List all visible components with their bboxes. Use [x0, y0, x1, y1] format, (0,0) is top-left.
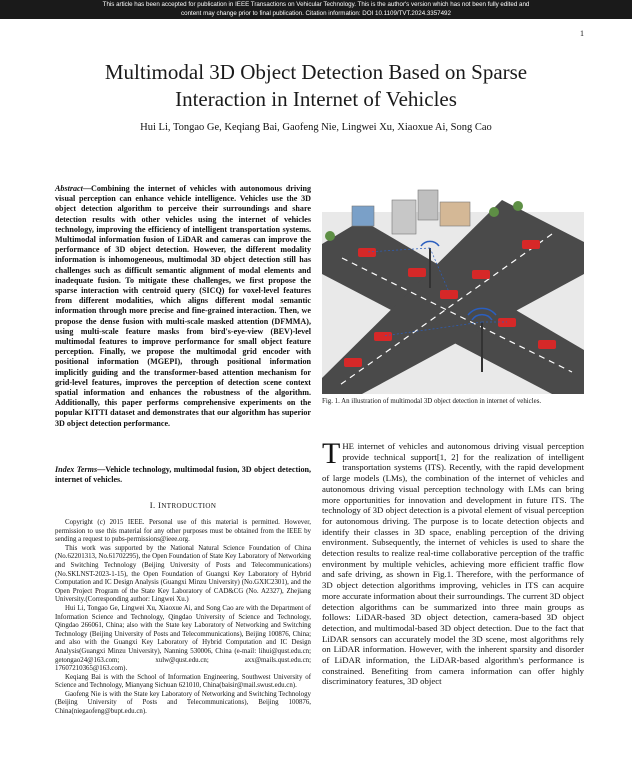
introduction-paragraph — [322, 437, 584, 687]
figure-1-illustration — [322, 182, 584, 394]
section-heading — [55, 500, 311, 510]
banner-line-1: This article has been accepted for publication in IEEE Transactions on Vehicular Technology. This is the author's version which has not been fully edited and — [102, 1, 530, 8]
footnotes — [55, 519, 311, 717]
abstract-label: Abstract — [55, 184, 83, 193]
vehicle — [498, 318, 516, 327]
footnote-affiliation: Hui Li, Tongao Ge, Lingwei Xu, Xiaoxue Ai, and Song Cao are with the Department of Information Science and Technology, Qingdao University of Science and Technology, Qingdao 266061, China; also with the State key Laboratory of Networking and Switching Technology (Beijing University of Posts and Telecommunications), Beijing 100876, China; and also with the Guangxi Key Laboratory of Hybrid Computation and IC Design Analysis(Guangxi Minzu University), Nanning 530006, China (e-mail: lihui@qust.edu.cn; getongao24@163.com; xulw@qust.edu.cn; axx@mails.qust.edu.cn; 17607210365@163.com). — [55, 604, 311, 673]
author-list: Hui Li, Tongao Ge, Keqiang Bai, Gaofeng Nie, Lingwei Xu, Xiaoxue Ai, Song Cao — [140, 122, 492, 133]
index-terms-label: Index Terms — [55, 465, 98, 474]
tree — [325, 231, 335, 241]
footnote-affiliation: Keqiang Bai is with the School of Information Engineering, Southwest University of Science and Technology, Mianyang Sichuan 621010, China(baisir@mail.swust.edu.cn). — [55, 673, 311, 690]
abstract-text: —Combining the internet of vehicles with autonomous driving visual perception can enhance vehicle intelligence. Vehicles use the 3D object detection algorithm to perceive their surroundings and share detection results with other vehicles using the internet of vehicles technology, improving the efficiency of intelligent transportation systems. Multimodal information fusion of LiDAR and cameras can improve the performance of 3D object detection. However, the different modality information is inhomogeneous, multimodal 3D object detection still has challenges such as difficult semantic alignment of modal elements and inadequate fusion. To mitigate these challenges, we first propose the sparse interaction with centroid query (SICQ) for voxel-level features from different modalities, which aligns different modal semantic information through more precise and fine-grained interaction. Then, we propose the dense fusion with multi-scale masked attention (DFMMA), using multi-scale feature masks from bird's-eye-view (BEV)-level multimodal features to improve performance for small object feature perception. Finally, we propose the multimodal grid encoder with positional information (MGEPI), through positional information implicitly guiding and the transformer-based attention mechanism for grid-level features, improves the perception of detection scene context spatial information and enhances the robustness of the algorithm. Additionally, this paper performs comprehensive experiments on the popular KITTI dataset and demonstrates that our algorithm has superior 3D object detection performance. — [55, 184, 311, 428]
building — [352, 206, 374, 226]
tree — [489, 207, 499, 217]
paragraph-text: internet of vehicles and autonomous driving visual perception provide technical support[1, 2] for the realization of intelligent transportation systems (ITS). Recently, with the rapid development of large models (LMs), the combination of the internet of vehicles and autonomous driving visual perception technology with LMs can bring more opportunities for innovation and development in future ITS. The technology of 3D object detection is a pivotal element of visual perception for autonomous driving. The purpose is to locate detection objects and identify their classes in 3D space, enabling perception of the driving environment. Subsequently, the internet of vehicles is used to share the detection results to realize real-time collaborative perception of the traffic environment by multiple vehicles, achieving more efficient traffic flow and safe driving, as shown in Fig.1. Therefore, with the performance of 3D object detection algorithms improving, vehicles in ITS can acquire more accurate information about their surroundings. The current 3D object detection algorithms can be summarized into three main groups as follows: LiDAR-based 3D object detection, camera-based 3D object detection, and multimodal-based 3D object detection. Due to the fact that LiDAR sensors can accurately model the 3D scene, most algorithms rely on LiDAR information. However, with the inherent sparsity and disorder of LiDAR information, the LiDAR-based algorithm's performance is constrained. Benefiting from camera information can offer highly discriminatory features, 3D object — [322, 441, 584, 687]
title-line-2: Interaction in Internet of Vehicles — [175, 87, 457, 111]
figure-caption: Fig. 1. An illustration of multimodal 3D object detection in internet of vehicles. — [322, 398, 542, 405]
abstract — [55, 184, 311, 429]
publication-banner — [0, 0, 632, 19]
vehicle — [358, 248, 376, 257]
title-line-1: Multimodal 3D Object Detection Based on Sparse — [104, 60, 528, 84]
section-numeral: I. I — [149, 500, 162, 510]
page-number: 1 — [580, 29, 584, 38]
vehicle — [538, 340, 556, 349]
vehicle — [522, 240, 540, 249]
footnote-copyright: Copyright (c) 2015 IEEE. Personal use of this material is permitted. However, permission to use this material for any other purposes must be obtained from the IEEE by sending a request to pubs-permissions@ieee.org. — [55, 519, 311, 544]
index-terms-text: —Vehicle technology, multimodal fusion, 3D object detection, internet of vehicles. — [55, 465, 312, 485]
building — [418, 190, 438, 220]
banner-line-2: content may change prior to final publication. Citation information: DOI 10.1109/TVT.2024.3357492 — [181, 9, 451, 17]
footnote-affiliation: Gaofeng Nie is with the State key Laboratory of Networking and Switching Technology (Beijing University of Posts and Telecommunications), Beijing 100876, China(niegaofeng@bupt.edu.cn). — [55, 690, 311, 716]
vehicle — [344, 358, 362, 367]
vehicle — [472, 270, 490, 279]
building — [392, 200, 416, 234]
footnote-funding: This work was supported by the National Natural Science Foundation of China (No.62201313, No.61702295), the Open Foundation of State Key Laboratory of Networking and Switching Technology (Beijing University of Posts and Telecommunications) (No.SKLNST-2023-1-15), the Open Foundation of Guangxi Key Laboratory of Hybrid Computation and IC Design Analysis (Guangxi Minzu University) (No.GXIC2301), and the Open Project Program of the State Key Laboratory of CAD&CG (No. A2327), Zhejiang University.(Corresponding author: Lingwei Xu.) — [55, 544, 311, 604]
opening-words: HE — [342, 441, 354, 451]
vehicle — [408, 268, 426, 277]
vehicle — [440, 290, 458, 299]
drop-cap: T — [322, 437, 341, 470]
section-name: NTRODUCTION — [161, 502, 217, 510]
building — [440, 202, 470, 226]
vehicle — [374, 332, 392, 341]
traffic-scene-illustration — [322, 182, 584, 394]
paper-title — [40, 59, 592, 113]
tree — [513, 201, 523, 211]
index-terms — [55, 465, 311, 485]
